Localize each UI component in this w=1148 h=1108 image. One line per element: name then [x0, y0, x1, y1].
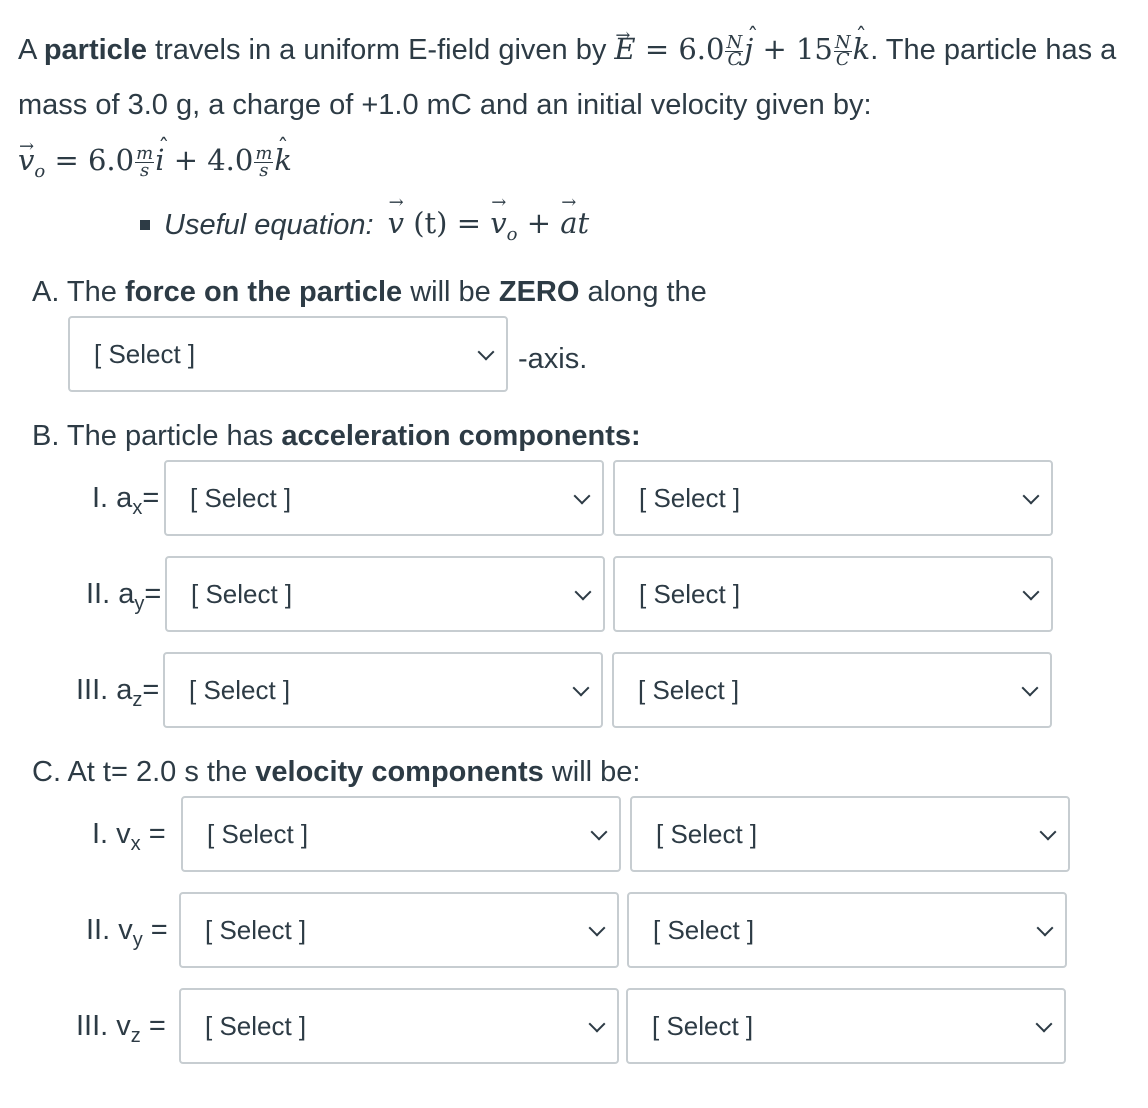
v0-subscript: o	[34, 160, 46, 182]
i-hat: ˆ i	[155, 133, 164, 188]
intro-bold-particle: particle	[43, 34, 147, 66]
ax-eq: =	[142, 482, 160, 514]
t-symbol: t	[577, 206, 590, 240]
vx-unit-select[interactable]	[630, 796, 1070, 872]
v0-equals: =	[54, 143, 79, 177]
v-symbol: → v	[388, 206, 404, 240]
vz-sub: z	[130, 1025, 141, 1047]
chevron-down-icon	[1037, 920, 1054, 937]
az-eq: =	[142, 674, 160, 706]
chevron-down-icon	[574, 488, 591, 505]
select-placeholder: [ Select ]	[189, 674, 291, 705]
efield-equals: =	[644, 32, 670, 66]
ay-unit-select[interactable]	[613, 556, 1053, 632]
vz-eq: =	[140, 1010, 166, 1042]
vy-label	[86, 914, 168, 952]
v0-subscript: o	[506, 223, 518, 245]
vy-unit-select[interactable]	[627, 892, 1067, 968]
k-hat: ˆ k	[274, 133, 292, 188]
select-placeholder: [ Select ]	[205, 914, 307, 945]
v0-symbol: → v	[18, 133, 34, 188]
unit-num: m	[255, 142, 273, 164]
part-a-axis-select[interactable]	[68, 316, 508, 392]
unit-den: s	[140, 159, 150, 181]
plus-sign: +	[173, 143, 198, 177]
ax-value-select[interactable]	[164, 460, 604, 536]
v0-equation	[18, 142, 292, 182]
chevron-down-icon	[589, 1016, 606, 1033]
plus-sign: +	[526, 206, 552, 240]
chevron-down-icon	[1022, 680, 1039, 697]
ax-label	[92, 482, 159, 520]
unit-den: C	[727, 48, 742, 70]
chevron-down-icon	[1040, 824, 1057, 841]
plus-sign: +	[762, 32, 787, 66]
vz-unit-select[interactable]	[626, 988, 1066, 1064]
part-b-bold: acceleration components:	[281, 420, 641, 452]
vx-eq: =	[140, 818, 166, 850]
select-placeholder: [ Select ]	[639, 482, 741, 513]
bullet-icon	[140, 220, 150, 230]
problem-statement	[18, 22, 1138, 199]
vx-roman: I. v	[92, 818, 131, 850]
vy-roman: II. v	[86, 914, 133, 946]
a-symbol: → a	[560, 206, 577, 240]
vx-sub: x	[130, 833, 141, 855]
part-a-bold-1: force on the particle	[124, 276, 403, 308]
vy-eq: =	[142, 914, 168, 946]
v0-i-value: 6.0	[87, 143, 135, 177]
efield-symbol: → E	[614, 22, 635, 77]
v0-unit-2	[254, 142, 273, 181]
ay-roman: II. a	[86, 578, 135, 610]
unit-num: N	[834, 31, 851, 53]
part-c-bold: velocity components	[255, 756, 544, 788]
vx-label	[92, 818, 166, 856]
unit-num: m	[136, 142, 154, 164]
az-unit-select[interactable]	[612, 652, 1052, 728]
part-a-text-1: A. The	[32, 276, 117, 308]
ax-roman: I. a	[92, 482, 133, 514]
part-c-text-2: will be:	[551, 756, 641, 788]
select-placeholder: [ Select ]	[94, 338, 196, 369]
chevron-down-icon	[1023, 584, 1040, 601]
efield-j-value: 6.0	[678, 32, 725, 66]
efield-unit-1	[725, 31, 743, 70]
t-arg: (t)	[413, 206, 448, 240]
chevron-down-icon	[589, 920, 606, 937]
ay-value-select[interactable]	[165, 556, 605, 632]
part-b-text: B. The particle has	[32, 420, 274, 452]
select-placeholder: [ Select ]	[656, 818, 758, 849]
useful-equation	[140, 206, 589, 245]
part-c-text-1: C. At t= 2.0 s the	[32, 756, 248, 788]
vy-value-select[interactable]	[179, 892, 619, 968]
chevron-down-icon	[573, 680, 590, 697]
ay-eq: =	[144, 578, 162, 610]
v0-unit-1	[135, 142, 154, 181]
part-a-text-2: will be	[410, 276, 491, 308]
part-a-bold-2: ZERO	[498, 276, 580, 308]
intro-text-2: travels in a uniform E-field given by	[155, 34, 607, 66]
useful-equation-label: Useful equation:	[164, 208, 374, 241]
az-sub: z	[132, 689, 143, 711]
select-placeholder: [ Select ]	[190, 482, 292, 513]
v0-k-value: 4.0	[207, 143, 254, 177]
select-placeholder: [ Select ]	[638, 674, 740, 705]
kinematics-equation	[388, 206, 590, 245]
intro-text-3: . The particle has a mass of 3.0 g, a charge of +1.0 mC and an initial velocity given by:	[18, 34, 1117, 121]
select-placeholder: [ Select ]	[652, 1010, 754, 1041]
ax-unit-select[interactable]	[613, 460, 1053, 536]
efield-equation	[614, 31, 871, 70]
vx-value-select[interactable]	[181, 796, 621, 872]
chevron-down-icon	[478, 344, 495, 361]
ax-sub: x	[132, 497, 143, 519]
efield-k-value: 15	[795, 32, 833, 66]
ay-label	[86, 578, 161, 616]
ay-sub: y	[134, 593, 145, 615]
unit-den: s	[259, 159, 269, 181]
equals: =	[456, 206, 482, 240]
unit-den: C	[835, 48, 850, 70]
v0-symbol: → v	[490, 206, 506, 240]
select-placeholder: [ Select ]	[653, 914, 755, 945]
part-a-text-3: along the	[587, 276, 707, 308]
unit-num: N	[726, 31, 743, 53]
chevron-down-icon	[1036, 1016, 1053, 1033]
part-a-question	[32, 276, 707, 309]
part-b-question	[32, 420, 641, 453]
vz-value-select[interactable]	[179, 988, 619, 1064]
select-placeholder: [ Select ]	[639, 578, 741, 609]
chevron-down-icon	[591, 824, 608, 841]
select-placeholder: [ Select ]	[207, 818, 309, 849]
efield-unit-2	[834, 31, 852, 70]
k-hat: ˆ k	[853, 22, 871, 77]
chevron-down-icon	[1023, 488, 1040, 505]
az-label	[76, 674, 159, 712]
select-placeholder: [ Select ]	[191, 578, 293, 609]
az-value-select[interactable]	[163, 652, 603, 728]
part-c-question	[32, 756, 640, 789]
vz-label	[76, 1010, 166, 1048]
vy-sub: y	[132, 929, 143, 951]
az-roman: III. a	[76, 674, 133, 706]
intro-text-1: A	[18, 34, 36, 66]
vz-roman: III. v	[76, 1010, 131, 1042]
chevron-down-icon	[575, 584, 592, 601]
j-hat: ˆ j	[744, 22, 753, 77]
part-a-suffix: -axis.	[518, 343, 588, 375]
select-placeholder: [ Select ]	[205, 1010, 307, 1041]
